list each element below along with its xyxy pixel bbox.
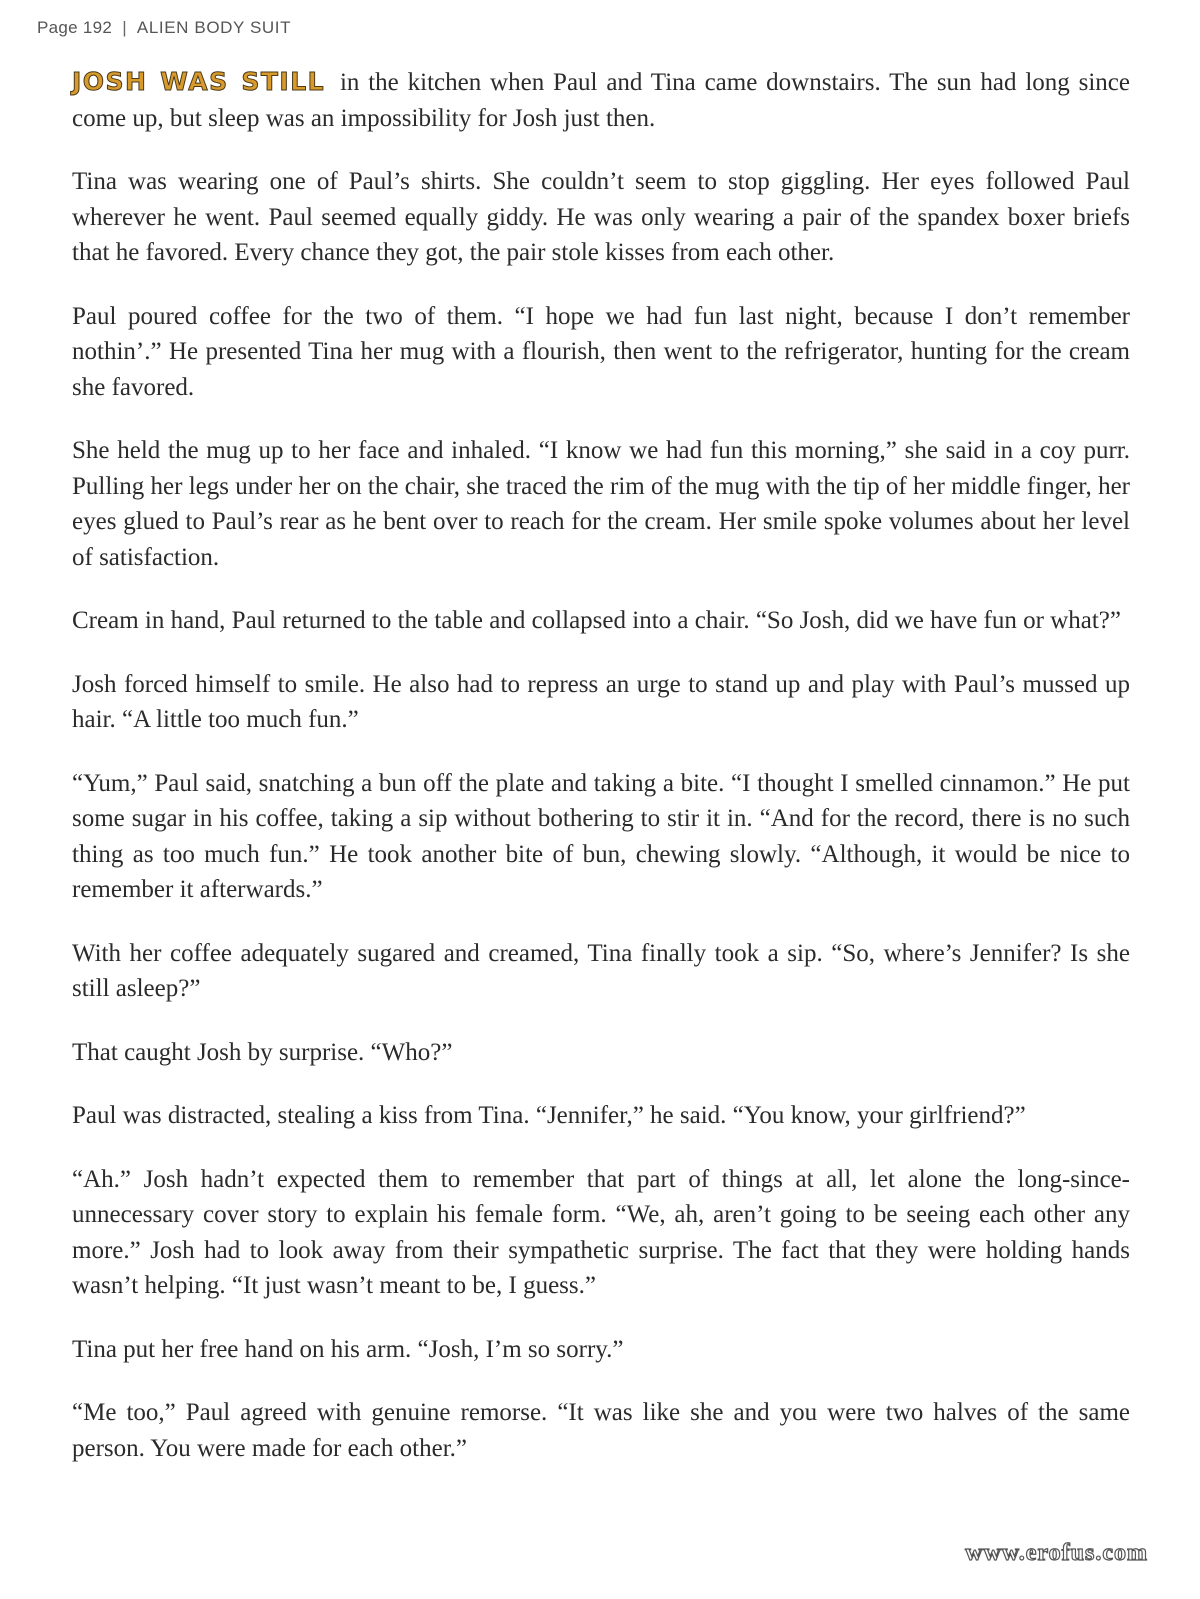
watermark: www.erofus.com — [965, 1540, 1148, 1566]
book-title: ALIEN BODY SUIT — [136, 18, 292, 37]
paragraph-3: Paul poured coffee for the two of them. “I hope we had fun last night, because I don’t remember nothin’.” He presented Tina her mug with a flourish, then went to the refrigerator, hunting for the cream she favored. — [72, 302, 1130, 401]
paragraph-5: Cream in hand, Paul returned to the table and collapsed into a chair. “So Josh, did we have fun or what?” — [72, 607, 1121, 634]
paragraph-4: She held the mug up to her face and inhaled. “I know we had fun this morning,” she said in a coy purr. Pulling her legs under her on the chair, she traced the rim of the mug with the tip of her middle finger, her eyes glued to Paul’s rear as he bent over to reach for the cream. Her smile spoke volumes about her level of satisfaction. — [72, 437, 1130, 571]
paragraph-13: “Me too,” Paul agreed with genuine remorse. “It was like she and you were two halves of the same person. You were made for each other.” — [72, 1399, 1130, 1462]
lead-in: JOSH WAS STILL — [72, 67, 326, 96]
paragraph-9: That caught Josh by surprise. “Who?” — [72, 1038, 453, 1066]
page-body — [72, 64, 1130, 1494]
paragraph-2: Tina was wearing one of Paul’s shirts. She couldn’t seem to stop giggling. Her eyes followed Paul wherever he went. Paul seemed equally giddy. He was only wearing a pair of the spandex boxer briefs that he favored. Every chance they got, the pair stole kisses from each other. — [72, 168, 1130, 266]
header-separator: | — [122, 18, 127, 37]
paragraph-7: “Yum,” Paul said, snatching a bun off the plate and taking a bite. “I thought I smelled cinnamon.” He put some sugar in his coffee, taking a sip without bothering to stir it in. “And for the record, there is no such thing as too much fun.” He took another bite of bun, chewing slowly. “Although, it would be nice to remember it afterwards.” — [72, 769, 1130, 903]
paragraph-12: Tina put her free hand on his arm. “Josh, I’m so sorry.” — [72, 1335, 624, 1363]
paragraph-1 — [72, 64, 1130, 136]
paragraph-11: “Ah.” Josh hadn’t expected them to remember that part of things at all, let alone the long-since-unnecessary cover story to explain his female form. “We, ah, aren’t going to be seeing each other any more.” Josh had to look away from their sympathetic surprise. The fact that they were holding hands wasn’t helping. “It just wasn’t meant to be, I guess.” — [72, 1165, 1130, 1299]
paragraph-8: With her coffee adequately sugared and creamed, Tina finally took a sip. “So, where’s Jennifer? Is she still asleep?” — [72, 939, 1130, 1002]
paragraph-6: Josh forced himself to smile. He also had to repress an urge to stand up and play with Paul’s mussed up hair. “A little too much fun.” — [72, 670, 1130, 733]
paragraph-1-text: in the kitchen when Paul and Tina came downstairs. The sun had long since come up, but sleep was an impossibility for Josh just then. — [72, 69, 1130, 132]
page-header — [37, 18, 291, 38]
page-number: Page 192 — [37, 18, 113, 37]
paragraph-10: Paul was distracted, stealing a kiss from Tina. “Jennifer,” he said. “You know, your girlfriend?” — [72, 1102, 1026, 1129]
